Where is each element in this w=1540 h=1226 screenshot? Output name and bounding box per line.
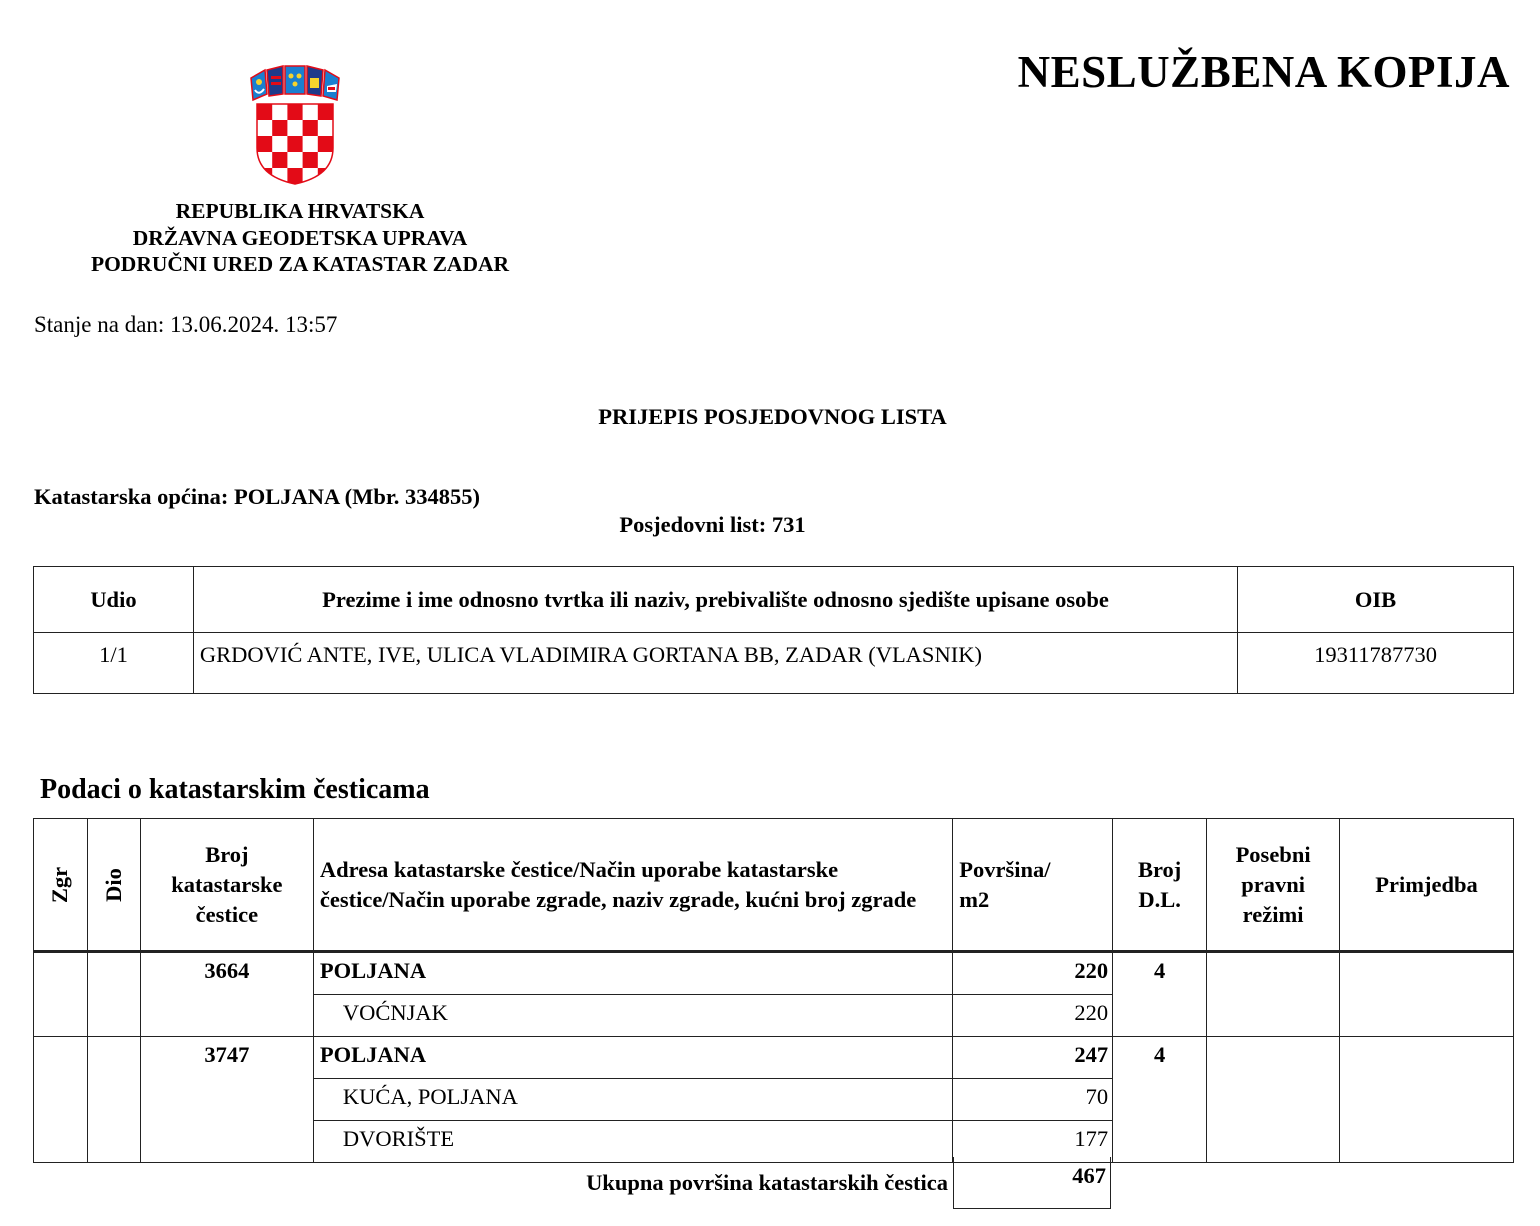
header-broj-dl-line: D.L.: [1138, 886, 1181, 912]
owners-header-row: [34, 567, 1514, 633]
header-primjedba: Primjedba: [1340, 819, 1514, 952]
header-name: Prezime i ime odnosno tvrtka ili naziv, prebivalište odnosno sjedište upisane osobe: [193, 567, 1237, 633]
parcel-use-name: DVORIŠTE: [313, 1121, 952, 1163]
header-zgr: [34, 819, 88, 952]
header-posebni-line: režimi: [1242, 901, 1304, 927]
header-posebni-line: pravni: [1241, 871, 1305, 897]
header-broj-line: čestice: [195, 901, 259, 927]
parcel-area: 247: [953, 1037, 1113, 1079]
parcels-header-row: [34, 819, 1514, 952]
parcel-use-area: 220: [953, 995, 1113, 1037]
crown: [251, 66, 339, 100]
total-area-label: Ukupna površina katastarskih čestica: [586, 1170, 948, 1195]
parcel-dl: 4: [1113, 1037, 1207, 1163]
header-povrsina-line: m2: [959, 886, 990, 912]
header-broj-dl: [1113, 819, 1207, 952]
checkerboard-shield: [257, 104, 333, 186]
parcel-use-area: 70: [953, 1079, 1113, 1121]
header-povrsina: [953, 819, 1113, 952]
office-line-2: DRŽAVNA GEODETSKA UPRAVA: [132, 225, 468, 250]
header-broj-line: Broj: [205, 841, 249, 867]
header-broj-line: katastarske: [171, 871, 283, 897]
status-date: Stanje na dan: 13.06.2024. 13:57: [34, 312, 338, 337]
header-posebni-line: Posebni: [1235, 841, 1311, 867]
parcel-row: [34, 1037, 1514, 1079]
parcel-use-name: KUĆA, POLJANA: [313, 1079, 952, 1121]
parcel-address: POLJANA: [313, 1037, 952, 1079]
header-adresa: Adresa katastarske čestice/Način uporabe katastarske čestice/Način uporabe zgrade, naziv zgrade, kućni broj zgrade: [313, 819, 952, 952]
croatian-coat-of-arms-icon: [249, 64, 341, 186]
cadastral-municipality: Katastarska općina: POLJANA (Mbr. 334855): [34, 484, 481, 509]
unofficial-copy-watermark: NESLUŽBENA KOPIJA: [1017, 47, 1510, 97]
parcel-row: [34, 952, 1514, 995]
header-udio: Udio: [34, 567, 194, 633]
parcel-zgr: [34, 952, 88, 1037]
owner-row: [34, 633, 1514, 694]
header-oib: OIB: [1238, 567, 1514, 633]
parcel-address: POLJANA: [313, 952, 952, 995]
office-line-3: PODRUČNI URED ZA KATASTAR ZADAR: [90, 252, 510, 276]
header-dio-label: Dio: [100, 867, 126, 902]
office-line-1: REPUBLIKA HRVATSKA: [175, 199, 425, 223]
parcel-special-regimes: [1207, 1037, 1340, 1163]
parcel-special-regimes: [1207, 952, 1340, 1037]
document-title: PRIJEPIS POSJEDOVNOG LISTA: [598, 404, 947, 429]
owner-oib: 19311787730: [1238, 633, 1514, 694]
parcels-section-title: Podaci o katastarskim česticama: [40, 774, 430, 805]
parcel-dl: 4: [1113, 952, 1207, 1037]
parcel-dio: [87, 952, 140, 1037]
header-dio: [87, 819, 140, 952]
possession-sheet-number: Posjedovni list: 731: [619, 512, 806, 537]
total-area-value: 467: [953, 1157, 1111, 1209]
parcel-zgr: [34, 1037, 88, 1163]
parcel-area: 220: [953, 952, 1113, 995]
parcel-number: 3664: [140, 952, 313, 1037]
parcels-table: [33, 818, 1514, 1163]
header-zgr-label: Zgr: [47, 866, 73, 903]
parcel-use-name: VOĆNJAK: [313, 995, 952, 1037]
header-posebni: [1207, 819, 1340, 952]
header-povrsina-line: Površina/: [959, 856, 1051, 882]
office-header: [40, 198, 560, 278]
owners-table: [33, 566, 1514, 694]
parcel-remark: [1340, 1037, 1514, 1163]
header-broj-dl-line: Broj: [1137, 856, 1182, 882]
parcel-use-area: 177: [953, 1121, 1113, 1163]
parcel-number: 3747: [140, 1037, 313, 1163]
parcel-dio: [87, 1037, 140, 1163]
header-broj: [140, 819, 313, 952]
owner-share: 1/1: [34, 633, 194, 694]
owner-name: GRDOVIĆ ANTE, IVE, ULICA VLADIMIRA GORTANA BB, ZADAR (VLASNIK): [193, 633, 1237, 694]
parcel-remark: [1340, 952, 1514, 1037]
